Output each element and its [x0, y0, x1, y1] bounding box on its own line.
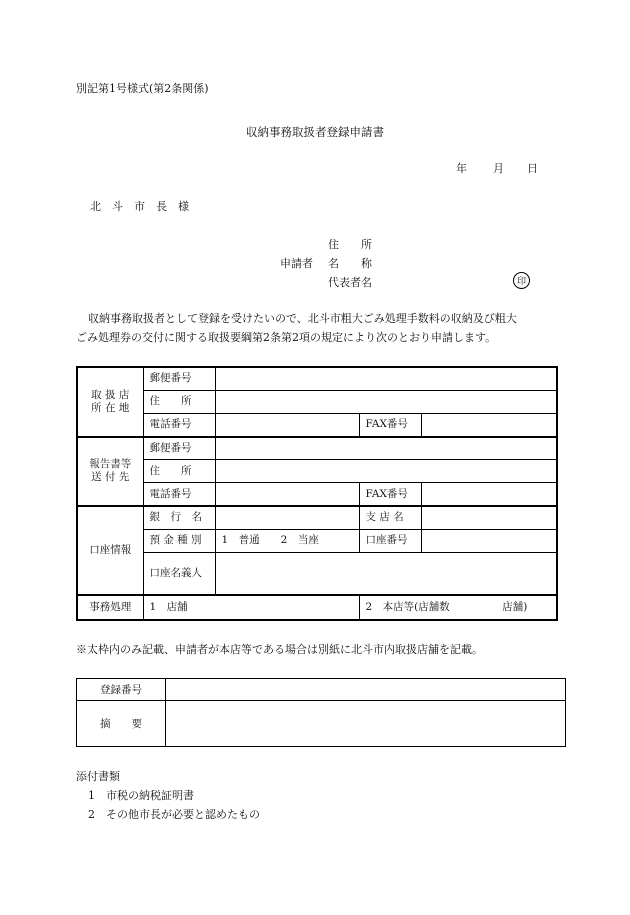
note-text: ※太枠内のみ記載、申請者が本店等である場合は別紙に北斗市内取扱店舗を記載。: [76, 643, 483, 656]
deposit-type-label: 預 金 種 別: [143, 529, 215, 552]
store-postal-label: 郵便番号: [143, 367, 215, 390]
report-fax-label: FAX番号: [359, 483, 421, 506]
store-fax-label: FAX番号: [359, 413, 421, 436]
bank-label: 銀 行 名: [143, 506, 215, 529]
account-header: 口座情報: [77, 506, 143, 595]
report-address-label: 住 所: [143, 460, 215, 483]
summary-label: 摘 要: [77, 701, 166, 747]
store-header-line2: 所 在 地: [91, 401, 130, 414]
body-text-line1: 収納事務取扱者として登録を受けたいので、北斗市粗大ごみ処理手数料の収納及び粗大: [88, 312, 517, 325]
applicant-name-label: 名 称: [328, 257, 372, 270]
store-address-label: 住 所: [143, 390, 215, 413]
report-postal-field[interactable]: [215, 437, 557, 460]
registration-number-field[interactable]: [166, 679, 566, 701]
office-option-headoffice[interactable]: 2 本店等(店舗数 店舗): [359, 595, 557, 620]
branch-field[interactable]: [421, 506, 557, 529]
registration-number-label: 登録番号: [77, 679, 166, 701]
applicant-rep-label: 代表者名: [328, 276, 372, 289]
store-address-field[interactable]: [215, 390, 557, 413]
seal-mark: 印: [513, 272, 530, 289]
report-phone-field[interactable]: [215, 483, 359, 506]
account-number-label: 口座番号: [359, 529, 421, 552]
report-header: [77, 437, 143, 507]
attachments-heading: 添付書類: [76, 770, 120, 783]
page-title: 収納事務取扱者登録申請書: [246, 125, 384, 139]
date-day: 日: [527, 162, 538, 175]
account-holder-field[interactable]: [215, 552, 557, 594]
attachment-item: 2 その他市長が必要と認めたもの: [88, 808, 260, 821]
store-header-line1: 取 扱 店: [91, 388, 130, 401]
store-fax-field[interactable]: [421, 413, 557, 436]
branch-label: 支 店 名: [359, 506, 421, 529]
deposit-type-options[interactable]: 1 普通 2 当座: [215, 529, 359, 552]
bank-field[interactable]: [215, 506, 359, 529]
report-header-line2: 送 付 先: [91, 471, 130, 484]
office-header: 事務処理: [77, 595, 143, 620]
account-number-field[interactable]: [421, 529, 557, 552]
applicant-address-label: 住 所: [328, 238, 372, 251]
application-table: [76, 366, 558, 621]
report-header-line1: 報告書等: [89, 458, 132, 471]
summary-field[interactable]: [166, 701, 566, 747]
attachment-item: 1 市税の納税証明書: [88, 789, 194, 802]
report-fax-field[interactable]: [421, 483, 557, 506]
report-postal-label: 郵便番号: [143, 437, 215, 460]
store-header: [77, 367, 143, 437]
report-address-field[interactable]: [215, 460, 557, 483]
date-month: 月: [493, 162, 504, 175]
report-phone-label: 電話番号: [143, 483, 215, 506]
applicant-group-label: 申請者: [280, 257, 313, 270]
account-holder-label: 口座名義人: [143, 552, 215, 594]
date-year: 年: [456, 162, 467, 175]
addressee: 北 斗 市 長 様: [90, 200, 189, 213]
registration-table: [76, 678, 566, 747]
office-option-store[interactable]: 1 店舗: [143, 595, 359, 620]
store-postal-field[interactable]: [215, 367, 557, 390]
store-phone-label: 電話番号: [143, 413, 215, 436]
form-id: 別記第1号様式(第2条関係): [76, 82, 209, 95]
body-text-line2: ごみ処理券の交付に関する取扱要綱第2条第2項の規定により次のとおり申請します。: [76, 331, 497, 344]
store-phone-field[interactable]: [215, 413, 359, 436]
